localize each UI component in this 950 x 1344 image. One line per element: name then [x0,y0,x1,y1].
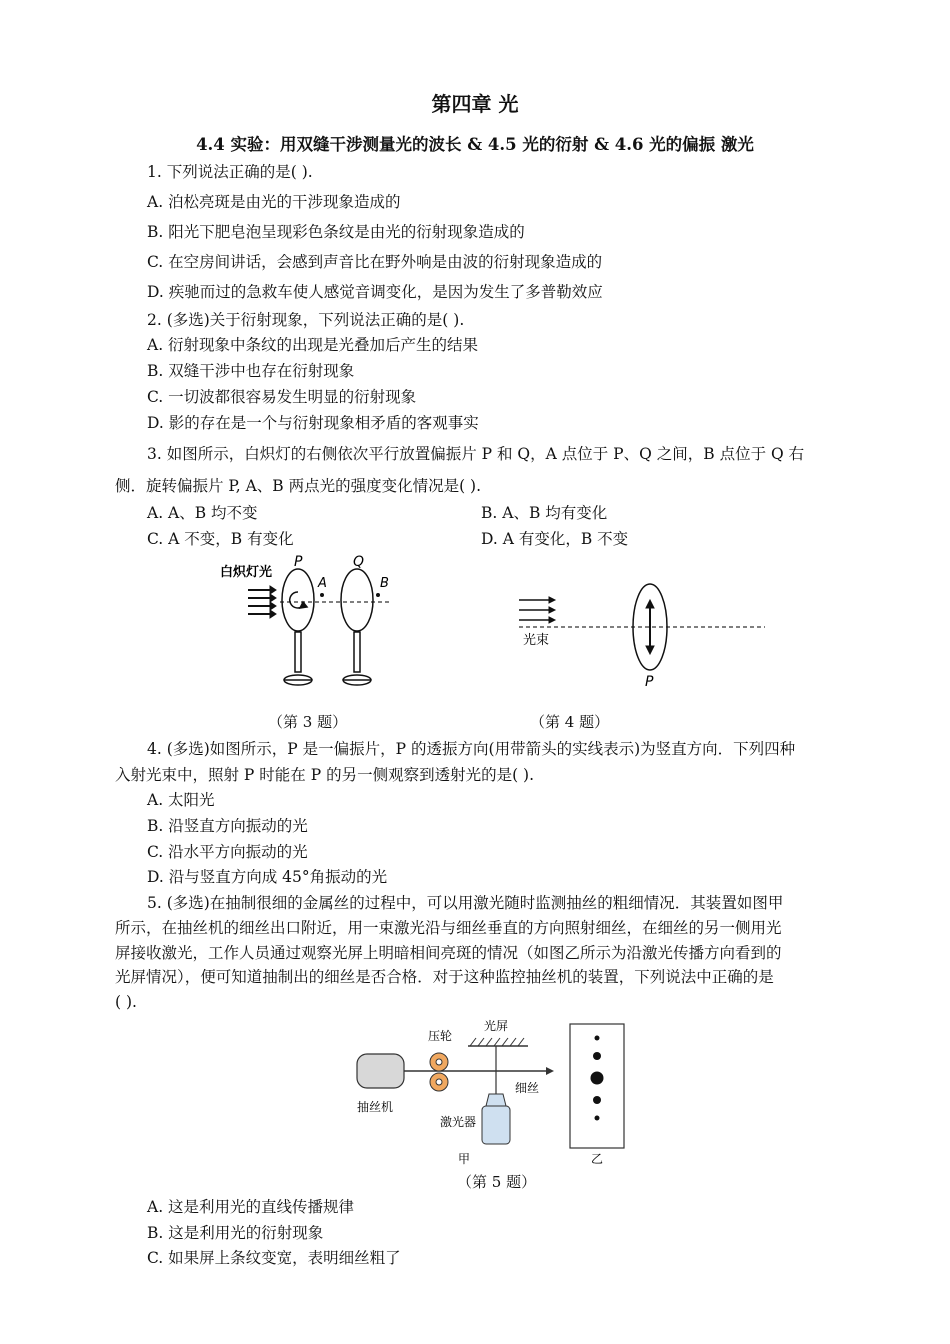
chapter-title: 第四章 光 [431,92,519,116]
wire-label: 细丝 [515,1081,540,1095]
q5-option-a: A. 这是利用光的直线传播规律 [147,1198,355,1216]
beam-label: 光束 [523,633,550,648]
laser-label: 激光器 [440,1115,477,1129]
q5-stem-line3: 屏接收激光，工作人员通过观察光屏上明暗相间亮斑的情况（如图乙所示为沿激光传播方向看到的 [115,944,782,962]
p-label-q4: P [645,674,654,690]
q5-stem-line4: 光屏情况），便可知道抽制出的细丝是否合格．对于这种监控抽丝机的装置，下列说法中正确的是 [115,968,774,986]
q5-figure [350,1016,640,1168]
q4-option-d: D. 沿与竖直方向成 45°角振动的光 [147,868,388,886]
q4-figure [515,578,775,690]
q2-stem: 2. (多选)关于衍射现象，下列说法正确的是( ). [147,311,465,329]
light-arrows [248,586,276,618]
b-label: B [380,576,389,591]
point-a-dot [320,593,324,597]
polarizer-p [282,569,314,685]
screen-label: 光屏 [484,1019,509,1033]
q1-option-d: D. 疾驰而过的急救车使人感觉音调变化，是因为发生了多普勒效应 [147,283,603,301]
q3-stem-line1: 3. 如图所示，白炽灯的右侧依次平行放置偏振片 P 和 Q，A 点位于 P、Q 之间，B 点位于 Q 右 [147,445,805,463]
q-label: Q [353,554,365,570]
drawing-machine [357,1054,404,1088]
q2-option-c: C. 一切波都很容易发生明显的衍射现象 [147,388,417,406]
q2-option-a: A. 衍射现象中条纹的出现是光叠加后产生的结果 [147,336,479,354]
q1-stem: 1. 下列说法正确的是( ). [147,163,313,181]
q1-option-b: B. 阳光下肥皂泡呈现彩色条纹是由光的衍射现象造成的 [147,223,525,241]
q4-option-c: C. 沿水平方向振动的光 [147,843,308,861]
q3-option-a: A. A、B 均不变 [147,504,258,522]
q3-stem-line2: 侧．旋转偏振片 P, A、B 两点光的强度变化情况是( ). [115,477,482,495]
q5-caption: （第 5 题） [457,1173,537,1191]
q5-stem-line2: 所示，在抽丝机的细丝出口附近，用一束激光沿与细丝垂直的方向照射细丝，在细丝的另一侧用光 [115,919,782,937]
q4-stem-line2: 入射光束中，照射 P 时能在 P 的另一侧观察到透射光的是( ). [115,766,535,784]
q5-option-c: C. 如果屏上条纹变宽，表明细丝粗了 [147,1249,401,1267]
a-label: A [318,576,327,591]
q5-stem-line5: ( ). [115,993,137,1011]
q5-option-b: B. 这是利用光的衍射现象 [147,1224,324,1242]
q3-caption: （第 3 题） [268,713,348,731]
q2-option-b: B. 双缝干涉中也存在衍射现象 [147,362,355,380]
press-rollers [430,1053,448,1091]
machine-label: 抽丝机 [357,1100,394,1114]
q3-option-c: C. A 不变，B 有变化 [147,530,294,548]
q3-figure [210,552,410,690]
section-title: 4.4 实验：用双缝干涉测量光的波长 & 4.5 光的衍射 & 4.6 光的偏振 激光 [196,135,754,154]
screen-pattern-box [570,1024,624,1148]
q2-option-d: D. 影的存在是一个与衍射现象相矛盾的客观事实 [147,414,479,432]
polarizer-q [341,569,373,685]
q4-option-b: B. 沿竖直方向振动的光 [147,817,308,835]
beam-arrows [519,597,555,623]
jia-label: 甲 [458,1152,471,1166]
roller-label: 压轮 [428,1029,453,1043]
wire-arrow [546,1067,554,1075]
point-b-dot [376,593,380,597]
lamp-label: 白炽灯光 [220,565,273,580]
q4-caption: （第 4 题） [530,713,610,731]
yi-label: 乙 [591,1152,604,1166]
q3-option-b: B. A、B 均有变化 [481,504,608,522]
q3-option-d: D. A 有变化，B 不变 [481,530,629,548]
q1-option-a: A. 泊松亮斑是由光的干涉现象造成的 [147,193,401,211]
q5-stem-line1: 5. (多选)在抽制很细的金属丝的过程中，可以用激光随时监测抽丝的粗细情况．其装置如图甲 [147,894,784,912]
q4-option-a: A. 太阳光 [147,791,215,809]
q1-option-c: C. 在空房间讲话，会感到声音比在野外响是由波的衍射现象造成的 [147,253,603,271]
laser-device [482,1094,510,1144]
p-label: P [294,554,303,570]
q4-stem-line1: 4. (多选)如图所示，P 是一偏振片，P 的透振方向(用带箭头的实线表示)为竖直方向．下列四种 [147,740,796,758]
